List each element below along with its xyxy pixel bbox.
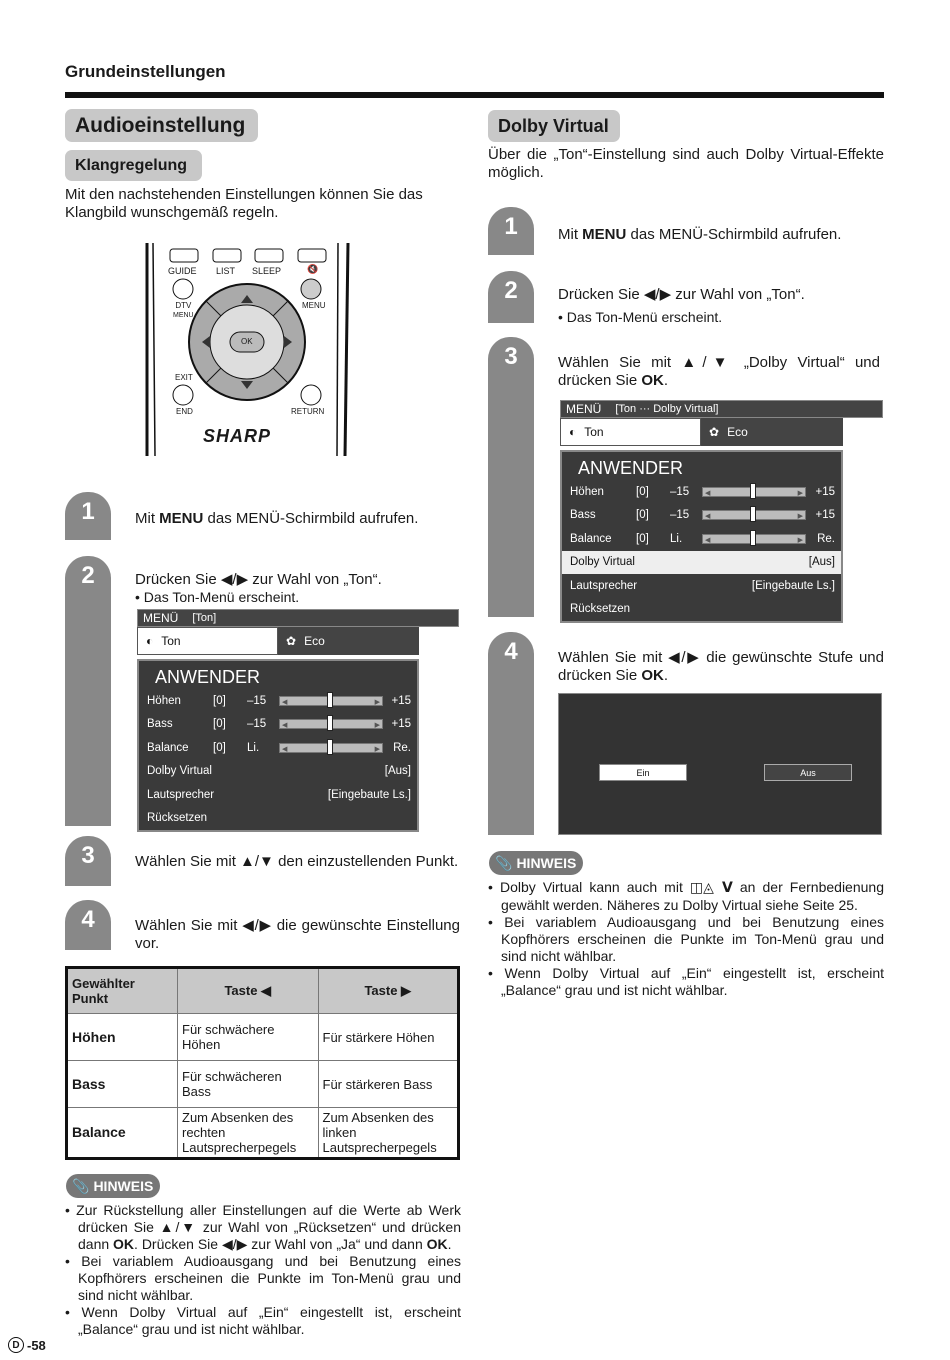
col-header-right: Taste ▶ bbox=[318, 968, 459, 1014]
menu-header: MENÜ [Ton ··· Dolby Virtual] bbox=[560, 400, 883, 418]
settings-table bbox=[65, 966, 460, 1160]
menu-row-dolby[interactable]: Dolby Virtual [Aus] bbox=[147, 765, 411, 778]
notes-left bbox=[65, 1202, 461, 1338]
col-header-left: Taste ◀ bbox=[178, 968, 319, 1014]
dolby-virtual-button-icon: ◫◬ V bbox=[689, 880, 733, 896]
step-3-text: Wählen Sie mit ▲/▼ den einzustellenden Punkt. bbox=[135, 853, 459, 870]
slider-bass[interactable]: ◀ ▶ bbox=[279, 719, 383, 729]
menu-body bbox=[137, 659, 419, 832]
r-step-4-text: Wählen Sie mit ◀/▶ die gewünschte Stufe und drücken Sie OK. bbox=[558, 649, 884, 684]
ton-menu-screen bbox=[137, 609, 459, 832]
tab-eco[interactable]: ✿ Eco bbox=[701, 418, 843, 446]
paperclip-icon: 📎 bbox=[72, 1177, 90, 1194]
hinweis-badge-left: 📎 HINWEIS bbox=[66, 1174, 160, 1198]
section-header: Grundeinstellungen bbox=[65, 62, 226, 81]
menu-header: MENÜ [Ton] bbox=[137, 609, 459, 627]
step-2-number: 2 bbox=[65, 556, 111, 826]
table-row: Balance Zum Absenken des rechten Lautsprecherpegels Zum Absenken des linken Lautsprecherpegels bbox=[67, 1108, 459, 1159]
step-4-text: Wählen Sie mit ◀/▶ die gewünschte Einstellung vor. bbox=[135, 917, 460, 952]
r-step-4-number: 4 bbox=[488, 632, 534, 835]
remote-illustration bbox=[145, 243, 350, 456]
aus-button[interactable]: Aus bbox=[764, 764, 852, 781]
remote-label-end: END bbox=[176, 407, 193, 416]
note-item: • Zur Rückstellung aller Einstellungen auf die Werte ab Werk drücken Sie ▲/▼ zur Wahl von „Rücksetzen“ und drücken dann OK. Drücken Sie ◀/▶ zur Wahl von „Ja“ und dann OK. bbox=[65, 1202, 461, 1252]
note-item: • Bei variablem Audioausgang und bei Benutzung eines Kopfhörers erscheinen die Punkte im Ton-Menü grau und sind nicht wählbar. bbox=[65, 1253, 461, 1303]
speaker-icon: ◐ bbox=[146, 634, 154, 648]
step-4-number: 4 bbox=[65, 900, 111, 950]
r-step-1-text: Mit MENU das MENÜ-Schirmbild aufrufen. bbox=[558, 226, 842, 243]
menu-row-hoehen[interactable]: Höhen [0] –15 ◀ ▶ +15 bbox=[139, 689, 417, 713]
col-header-item: Gewählter Punkt bbox=[67, 968, 178, 1014]
r-step-3-number: 3 bbox=[488, 337, 534, 617]
dolby-intro: Über die „Ton“-Einstellung sind auch Dolby Virtual-Effekte möglich. bbox=[488, 146, 884, 181]
menu-row-balance[interactable]: Balance [0] Li. ◀ ▶ Re. bbox=[139, 736, 417, 760]
ein-button[interactable]: Ein bbox=[599, 764, 687, 781]
r-step-2-text: Drücken Sie ◀/▶ zur Wahl von „Ton“. bbox=[558, 286, 805, 303]
notes-right bbox=[488, 879, 884, 999]
speaker-icon: ◐ bbox=[569, 425, 577, 439]
intro-text: Mit den nachstehenden Einstellungen können Sie das Klangbild wunschgemäß regeln. bbox=[65, 186, 423, 221]
menu-row-hoehen[interactable]: Höhen [0] –15 ◀ ▶ +15 bbox=[562, 480, 841, 504]
menu-row-lautsprecher[interactable]: Lautsprecher [Eingebaute Ls.] bbox=[570, 579, 835, 592]
step-2-bullet: • Das Ton-Menü erscheint. bbox=[135, 589, 300, 605]
table-row: Bass Für schwächeren Bass Für stärkeren Bass bbox=[67, 1061, 459, 1108]
note-item: • Wenn Dolby Virtual auf „Ein“ eingestellt ist, erscheint „Balance“ grau und ist nicht wählbar. bbox=[488, 965, 884, 998]
remote-label-sleep: SLEEP bbox=[252, 266, 282, 276]
leaf-icon: ✿ bbox=[709, 425, 720, 439]
remote-label-ok: OK bbox=[241, 337, 253, 346]
tab-ton[interactable]: ◐ Ton bbox=[560, 418, 701, 446]
remote-label-return: RETURN bbox=[291, 407, 325, 416]
menu-row-lautsprecher[interactable]: Lautsprecher [Eingebaute Ls.] bbox=[147, 788, 411, 801]
dolby-title: Dolby Virtual bbox=[488, 110, 620, 142]
table-header-row bbox=[67, 968, 459, 1014]
subsection-title: Klangregelung bbox=[65, 150, 202, 181]
leaf-icon: ✿ bbox=[286, 634, 297, 648]
step-3-number: 3 bbox=[65, 836, 111, 886]
menu-row-balance[interactable]: Balance [0] Li. ◀ ▶ Re. bbox=[562, 527, 841, 551]
step-2-text: Drücken Sie ◀/▶ zur Wahl von „Ton“. bbox=[135, 571, 382, 588]
remote-label-exit: EXIT bbox=[175, 373, 193, 382]
tab-ton[interactable]: ◐ Ton bbox=[137, 627, 278, 655]
remote-label-list: LIST bbox=[216, 266, 236, 276]
page-title: Audioeinstellung bbox=[65, 109, 258, 142]
hinweis-badge-right: 📎 HINWEIS bbox=[489, 851, 583, 875]
step-1-number: 1 bbox=[65, 492, 111, 540]
slider-hoehen[interactable]: ◀ ▶ bbox=[279, 696, 383, 706]
remote-label-guide: GUIDE bbox=[168, 266, 197, 276]
brand-logo: SHARP bbox=[203, 426, 272, 446]
header-rule bbox=[65, 92, 884, 98]
slider-balance[interactable]: ◀ ▶ bbox=[279, 743, 383, 753]
slider-balance[interactable]: ◀ ▶ bbox=[702, 534, 806, 544]
r-step-1-number: 1 bbox=[488, 207, 534, 255]
remote-label-dtv: DTV MENU bbox=[173, 301, 194, 319]
menu-row-ruecksetzen[interactable]: Rücksetzen bbox=[570, 603, 631, 616]
menu-title: ANWENDER bbox=[155, 667, 261, 687]
menu-title: ANWENDER bbox=[578, 458, 684, 478]
step-1-text: Mit MENU das MENÜ-Schirmbild aufrufen. bbox=[135, 510, 419, 527]
menu-body bbox=[560, 450, 843, 623]
mute-icon: 🔇 bbox=[307, 264, 319, 274]
r-step-2-number: 2 bbox=[488, 271, 534, 323]
r-step-3-text: Wählen Sie mit ▲/▼ „Dolby Virtual“ und drücken Sie OK. bbox=[558, 354, 880, 389]
menu-row-bass[interactable]: Bass [0] –15 ◀ ▶ +15 bbox=[562, 504, 841, 528]
note-item: • Bei variablem Audioausgang und bei Benutzung eines Kopfhörers erscheinen die Punkte im Ton-Menü grau und sind nicht wählbar. bbox=[488, 914, 884, 964]
slider-hoehen[interactable]: ◀ ▶ bbox=[702, 487, 806, 497]
r-step-2-bullet: • Das Ton-Menü erscheint. bbox=[558, 309, 723, 325]
remote-label-menu: MENU bbox=[302, 301, 326, 310]
paperclip-icon: 📎 bbox=[495, 854, 513, 871]
page-number: D -58 bbox=[8, 1337, 46, 1353]
table-row: Höhen Für schwächere Höhen Für stärkere Höhen bbox=[67, 1014, 459, 1061]
tab-eco[interactable]: ✿ Eco bbox=[278, 627, 419, 655]
note-item: • Wenn Dolby Virtual auf „Ein“ eingestellt ist, erscheint „Balance“ grau und ist nicht wählbar. bbox=[65, 1304, 461, 1337]
menu-row-dolby-selected[interactable]: Dolby Virtual [Aus] bbox=[562, 551, 841, 575]
menu-row-ruecksetzen[interactable]: Rücksetzen bbox=[147, 812, 208, 825]
dolby-menu-screen bbox=[560, 400, 883, 623]
menu-row-bass[interactable]: Bass [0] –15 ◀ ▶ +15 bbox=[139, 713, 417, 737]
slider-bass[interactable]: ◀ ▶ bbox=[702, 510, 806, 520]
note-item: • Dolby Virtual kann auch mit ◫◬ V an der Fernbedienung gewählt werden. Näheres zu Dolby Virtual siehe Seite 25. bbox=[488, 879, 884, 913]
dolby-select-screen bbox=[558, 693, 882, 835]
